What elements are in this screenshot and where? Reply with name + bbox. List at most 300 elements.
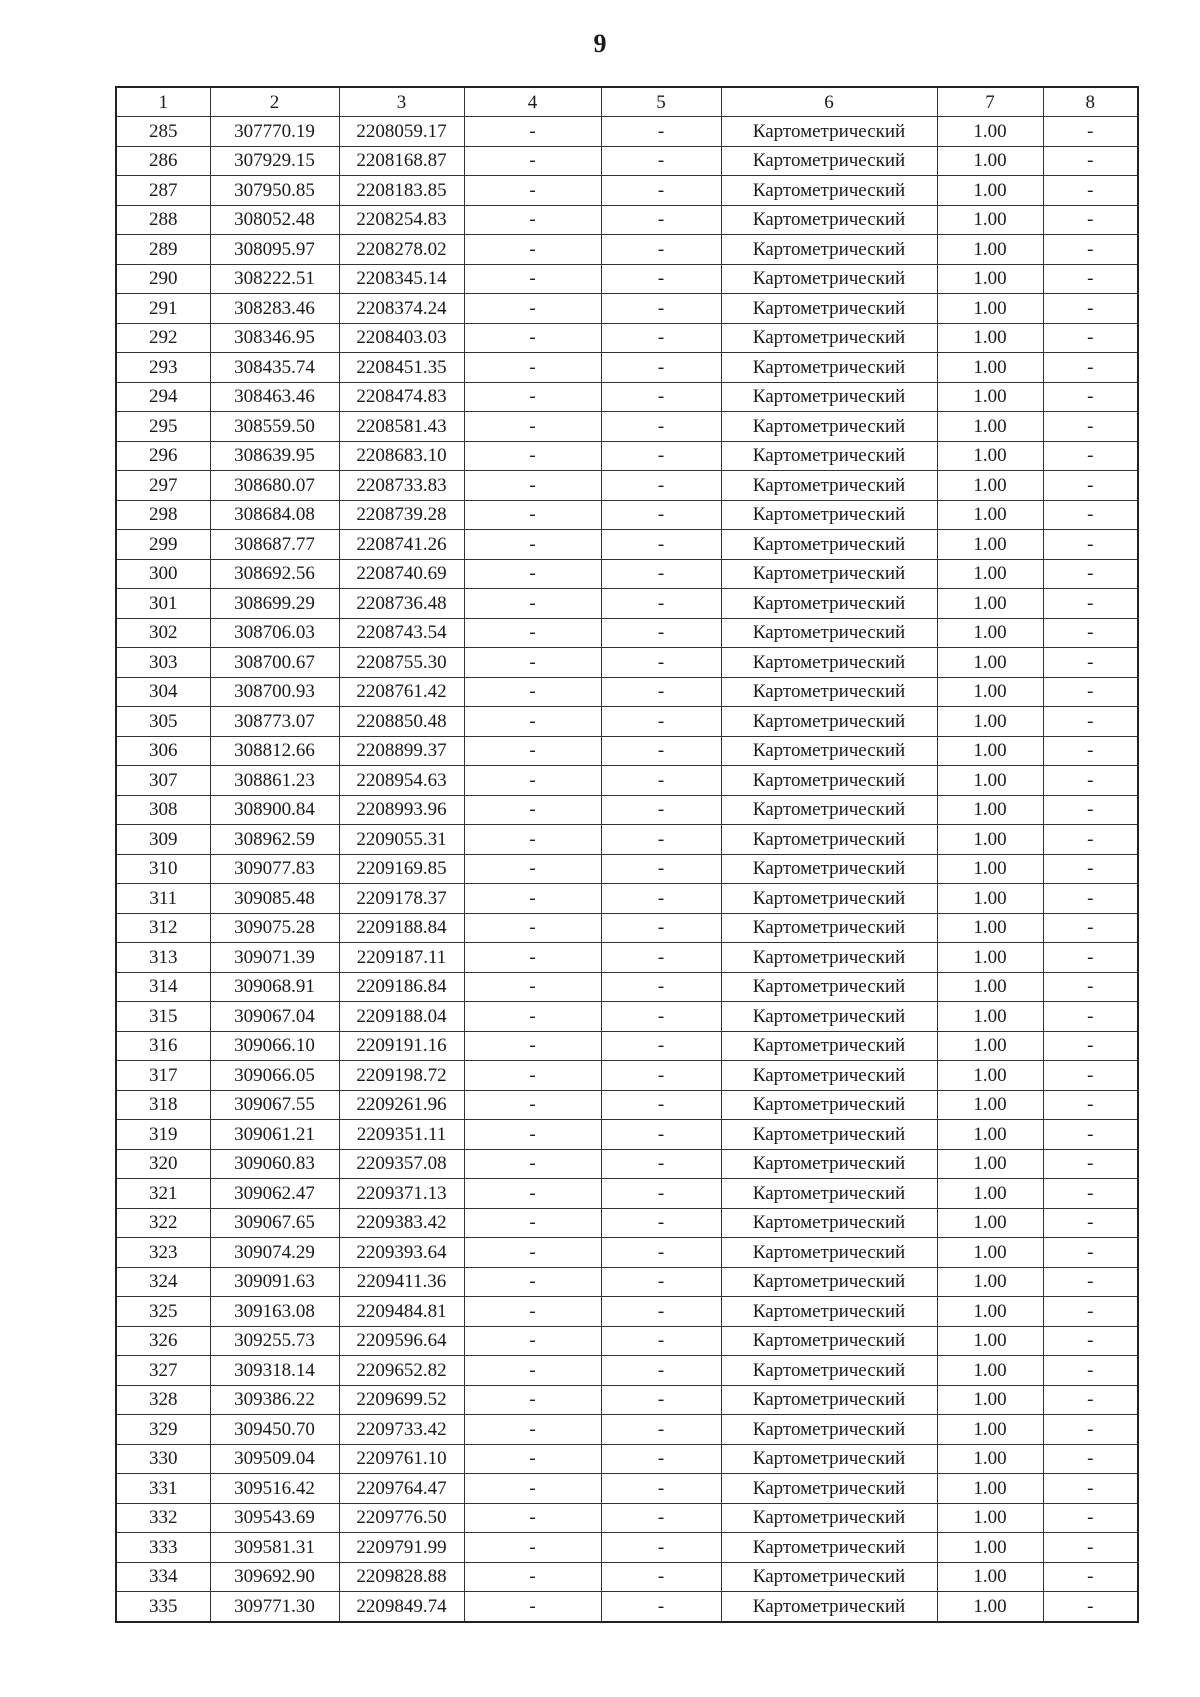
col-8-value-cell: -: [1043, 1031, 1138, 1061]
col-5-value-cell: -: [601, 1592, 721, 1622]
accuracy-cell: 1.00: [937, 854, 1043, 884]
column-header-1: 1: [116, 87, 210, 117]
col-4-value-cell: -: [464, 176, 601, 206]
col-5-value-cell: -: [601, 500, 721, 530]
x-coordinate-cell: 309543.69: [210, 1503, 339, 1533]
point-number-cell: 302: [116, 618, 210, 648]
y-coordinate-cell: 2208755.30: [339, 648, 464, 678]
x-coordinate-cell: 308706.03: [210, 618, 339, 648]
method-cell: Картометрический: [721, 205, 937, 235]
col-5-value-cell: -: [601, 1090, 721, 1120]
col-8-value-cell: -: [1043, 1385, 1138, 1415]
x-coordinate-cell: 308812.66: [210, 736, 339, 766]
col-8-value-cell: -: [1043, 1120, 1138, 1150]
method-cell: Картометрический: [721, 441, 937, 471]
point-number-cell: 321: [116, 1179, 210, 1209]
x-coordinate-cell: 309085.48: [210, 884, 339, 914]
x-coordinate-cell: 309386.22: [210, 1385, 339, 1415]
y-coordinate-cell: 2208993.96: [339, 795, 464, 825]
accuracy-cell: 1.00: [937, 884, 1043, 914]
col-5-value-cell: -: [601, 441, 721, 471]
col-8-value-cell: -: [1043, 412, 1138, 442]
col-5-value-cell: -: [601, 913, 721, 943]
col-8-value-cell: -: [1043, 707, 1138, 737]
accuracy-cell: 1.00: [937, 1120, 1043, 1150]
method-cell: Картометрический: [721, 264, 937, 294]
table-row: [116, 736, 1138, 766]
col-5-value-cell: -: [601, 1002, 721, 1032]
y-coordinate-cell: 2208254.83: [339, 205, 464, 235]
col-4-value-cell: -: [464, 1090, 601, 1120]
col-5-value-cell: -: [601, 766, 721, 796]
col-8-value-cell: -: [1043, 323, 1138, 353]
y-coordinate-cell: 2209188.04: [339, 1002, 464, 1032]
accuracy-cell: 1.00: [937, 618, 1043, 648]
point-number-cell: 327: [116, 1356, 210, 1386]
table-row: [116, 677, 1138, 707]
col-5-value-cell: -: [601, 1297, 721, 1327]
col-8-value-cell: -: [1043, 854, 1138, 884]
y-coordinate-cell: 2208741.26: [339, 530, 464, 560]
table-row: [116, 618, 1138, 648]
accuracy-cell: 1.00: [937, 1031, 1043, 1061]
method-cell: Картометрический: [721, 736, 937, 766]
method-cell: Картометрический: [721, 766, 937, 796]
col-4-value-cell: -: [464, 323, 601, 353]
accuracy-cell: 1.00: [937, 146, 1043, 176]
col-5-value-cell: -: [601, 1474, 721, 1504]
method-cell: Картометрический: [721, 353, 937, 383]
col-5-value-cell: -: [601, 176, 721, 206]
point-number-cell: 332: [116, 1503, 210, 1533]
x-coordinate-cell: 309067.55: [210, 1090, 339, 1120]
col-5-value-cell: -: [601, 707, 721, 737]
col-8-value-cell: -: [1043, 353, 1138, 383]
accuracy-cell: 1.00: [937, 1208, 1043, 1238]
table-row: [116, 1238, 1138, 1268]
table-row: [116, 1120, 1138, 1150]
col-8-value-cell: -: [1043, 766, 1138, 796]
col-5-value-cell: -: [601, 1533, 721, 1563]
col-4-value-cell: -: [464, 1474, 601, 1504]
method-cell: Картометрический: [721, 382, 937, 412]
point-number-cell: 318: [116, 1090, 210, 1120]
accuracy-cell: 1.00: [937, 913, 1043, 943]
table-header: [116, 87, 1138, 117]
table-row: [116, 294, 1138, 324]
method-cell: Картометрический: [721, 1238, 937, 1268]
accuracy-cell: 1.00: [937, 766, 1043, 796]
table-row: [116, 795, 1138, 825]
accuracy-cell: 1.00: [937, 1149, 1043, 1179]
y-coordinate-cell: 2209186.84: [339, 972, 464, 1002]
column-header-5: 5: [601, 87, 721, 117]
col-4-value-cell: -: [464, 1179, 601, 1209]
accuracy-cell: 1.00: [937, 176, 1043, 206]
x-coordinate-cell: 309060.83: [210, 1149, 339, 1179]
col-8-value-cell: -: [1043, 264, 1138, 294]
x-coordinate-cell: 308861.23: [210, 766, 339, 796]
col-4-value-cell: -: [464, 589, 601, 619]
col-4-value-cell: -: [464, 1149, 601, 1179]
col-5-value-cell: -: [601, 1503, 721, 1533]
col-5-value-cell: -: [601, 117, 721, 147]
y-coordinate-cell: 2208736.48: [339, 589, 464, 619]
col-8-value-cell: -: [1043, 1149, 1138, 1179]
col-8-value-cell: -: [1043, 1415, 1138, 1445]
col-8-value-cell: -: [1043, 1208, 1138, 1238]
method-cell: Картометрический: [721, 1002, 937, 1032]
method-cell: Картометрический: [721, 1444, 937, 1474]
method-cell: Картометрический: [721, 589, 937, 619]
y-coordinate-cell: 2209828.88: [339, 1562, 464, 1592]
accuracy-cell: 1.00: [937, 235, 1043, 265]
accuracy-cell: 1.00: [937, 205, 1043, 235]
col-5-value-cell: -: [601, 943, 721, 973]
col-4-value-cell: -: [464, 1356, 601, 1386]
col-4-value-cell: -: [464, 736, 601, 766]
accuracy-cell: 1.00: [937, 972, 1043, 1002]
point-number-cell: 331: [116, 1474, 210, 1504]
table-row: [116, 1444, 1138, 1474]
col-8-value-cell: -: [1043, 176, 1138, 206]
col-4-value-cell: -: [464, 618, 601, 648]
table-row: [116, 1002, 1138, 1032]
accuracy-cell: 1.00: [937, 1533, 1043, 1563]
accuracy-cell: 1.00: [937, 530, 1043, 560]
accuracy-cell: 1.00: [937, 294, 1043, 324]
col-8-value-cell: -: [1043, 1267, 1138, 1297]
x-coordinate-cell: 308346.95: [210, 323, 339, 353]
table-row: [116, 854, 1138, 884]
x-coordinate-cell: 308699.29: [210, 589, 339, 619]
table-row: [116, 500, 1138, 530]
x-coordinate-cell: 309066.05: [210, 1061, 339, 1091]
table-row: [116, 382, 1138, 412]
col-4-value-cell: -: [464, 382, 601, 412]
point-number-cell: 308: [116, 795, 210, 825]
x-coordinate-cell: 308692.56: [210, 559, 339, 589]
col-4-value-cell: -: [464, 854, 601, 884]
col-8-value-cell: -: [1043, 825, 1138, 855]
method-cell: Картометрический: [721, 1533, 937, 1563]
y-coordinate-cell: 2209169.85: [339, 854, 464, 884]
method-cell: Картометрический: [721, 176, 937, 206]
x-coordinate-cell: 308639.95: [210, 441, 339, 471]
method-cell: Картометрический: [721, 854, 937, 884]
table-row: [116, 530, 1138, 560]
col-4-value-cell: -: [464, 972, 601, 1002]
point-number-cell: 326: [116, 1326, 210, 1356]
accuracy-cell: 1.00: [937, 677, 1043, 707]
method-cell: Картометрический: [721, 1326, 937, 1356]
col-4-value-cell: -: [464, 117, 601, 147]
y-coordinate-cell: 2208740.69: [339, 559, 464, 589]
col-4-value-cell: -: [464, 559, 601, 589]
method-cell: Картометрический: [721, 1474, 937, 1504]
y-coordinate-cell: 2209383.42: [339, 1208, 464, 1238]
col-8-value-cell: -: [1043, 500, 1138, 530]
x-coordinate-cell: 308962.59: [210, 825, 339, 855]
method-cell: Картометрический: [721, 1267, 937, 1297]
method-cell: Картометрический: [721, 1503, 937, 1533]
table-row: [116, 471, 1138, 501]
x-coordinate-cell: 309062.47: [210, 1179, 339, 1209]
col-4-value-cell: -: [464, 471, 601, 501]
col-8-value-cell: -: [1043, 589, 1138, 619]
col-8-value-cell: -: [1043, 1238, 1138, 1268]
col-4-value-cell: -: [464, 795, 601, 825]
column-header-6: 6: [721, 87, 937, 117]
y-coordinate-cell: 2208581.43: [339, 412, 464, 442]
x-coordinate-cell: 309061.21: [210, 1120, 339, 1150]
column-header-4: 4: [464, 87, 601, 117]
accuracy-cell: 1.00: [937, 353, 1043, 383]
y-coordinate-cell: 2209776.50: [339, 1503, 464, 1533]
x-coordinate-cell: 308463.46: [210, 382, 339, 412]
table-row: [116, 1179, 1138, 1209]
x-coordinate-cell: 308559.50: [210, 412, 339, 442]
col-8-value-cell: -: [1043, 235, 1138, 265]
point-number-cell: 319: [116, 1120, 210, 1150]
col-5-value-cell: -: [601, 1238, 721, 1268]
point-number-cell: 288: [116, 205, 210, 235]
method-cell: Картометрический: [721, 618, 937, 648]
col-8-value-cell: -: [1043, 117, 1138, 147]
point-number-cell: 295: [116, 412, 210, 442]
accuracy-cell: 1.00: [937, 1179, 1043, 1209]
x-coordinate-cell: 309450.70: [210, 1415, 339, 1445]
col-4-value-cell: -: [464, 707, 601, 737]
y-coordinate-cell: 2208345.14: [339, 264, 464, 294]
col-4-value-cell: -: [464, 353, 601, 383]
y-coordinate-cell: 2208168.87: [339, 146, 464, 176]
accuracy-cell: 1.00: [937, 707, 1043, 737]
col-4-value-cell: -: [464, 530, 601, 560]
table-row: [116, 353, 1138, 383]
col-4-value-cell: -: [464, 1326, 601, 1356]
col-4-value-cell: -: [464, 294, 601, 324]
col-4-value-cell: -: [464, 1415, 601, 1445]
col-8-value-cell: -: [1043, 972, 1138, 1002]
y-coordinate-cell: 2209187.11: [339, 943, 464, 973]
y-coordinate-cell: 2208739.28: [339, 500, 464, 530]
accuracy-cell: 1.00: [937, 264, 1043, 294]
table-row: [116, 441, 1138, 471]
x-coordinate-cell: 309163.08: [210, 1297, 339, 1327]
point-number-cell: 293: [116, 353, 210, 383]
method-cell: Картометрический: [721, 294, 937, 324]
y-coordinate-cell: 2209761.10: [339, 1444, 464, 1474]
accuracy-cell: 1.00: [937, 1238, 1043, 1268]
col-8-value-cell: -: [1043, 1002, 1138, 1032]
point-number-cell: 320: [116, 1149, 210, 1179]
method-cell: Картометрический: [721, 943, 937, 973]
table-row: [116, 1503, 1138, 1533]
method-cell: Картометрический: [721, 471, 937, 501]
col-8-value-cell: -: [1043, 913, 1138, 943]
x-coordinate-cell: 309077.83: [210, 854, 339, 884]
point-number-cell: 294: [116, 382, 210, 412]
column-header-3: 3: [339, 87, 464, 117]
x-coordinate-cell: 308222.51: [210, 264, 339, 294]
col-5-value-cell: -: [601, 1267, 721, 1297]
col-4-value-cell: -: [464, 205, 601, 235]
accuracy-cell: 1.00: [937, 1002, 1043, 1032]
table-row: [116, 1149, 1138, 1179]
col-5-value-cell: -: [601, 353, 721, 383]
method-cell: Картометрический: [721, 1385, 937, 1415]
y-coordinate-cell: 2208278.02: [339, 235, 464, 265]
accuracy-cell: 1.00: [937, 441, 1043, 471]
accuracy-cell: 1.00: [937, 1297, 1043, 1327]
method-cell: Картометрический: [721, 559, 937, 589]
table-row: [116, 1267, 1138, 1297]
method-cell: Картометрический: [721, 1031, 937, 1061]
accuracy-cell: 1.00: [937, 471, 1043, 501]
col-5-value-cell: -: [601, 1415, 721, 1445]
col-5-value-cell: -: [601, 146, 721, 176]
point-number-cell: 285: [116, 117, 210, 147]
col-5-value-cell: -: [601, 854, 721, 884]
col-4-value-cell: -: [464, 235, 601, 265]
table-row: [116, 146, 1138, 176]
point-number-cell: 316: [116, 1031, 210, 1061]
table-row: [116, 559, 1138, 589]
x-coordinate-cell: 309509.04: [210, 1444, 339, 1474]
col-5-value-cell: -: [601, 412, 721, 442]
table-row: [116, 1533, 1138, 1563]
method-cell: Картометрический: [721, 1562, 937, 1592]
col-5-value-cell: -: [601, 235, 721, 265]
col-5-value-cell: -: [601, 1326, 721, 1356]
col-5-value-cell: -: [601, 1444, 721, 1474]
y-coordinate-cell: 2208183.85: [339, 176, 464, 206]
accuracy-cell: 1.00: [937, 736, 1043, 766]
x-coordinate-cell: 309074.29: [210, 1238, 339, 1268]
point-number-cell: 315: [116, 1002, 210, 1032]
y-coordinate-cell: 2209357.08: [339, 1149, 464, 1179]
y-coordinate-cell: 2208474.83: [339, 382, 464, 412]
table-row: [116, 1208, 1138, 1238]
point-number-cell: 314: [116, 972, 210, 1002]
method-cell: Картометрический: [721, 323, 937, 353]
col-5-value-cell: -: [601, 471, 721, 501]
x-coordinate-cell: 309692.90: [210, 1562, 339, 1592]
x-coordinate-cell: 309068.91: [210, 972, 339, 1002]
method-cell: Картометрический: [721, 530, 937, 560]
col-4-value-cell: -: [464, 1444, 601, 1474]
x-coordinate-cell: 309255.73: [210, 1326, 339, 1356]
method-cell: Картометрический: [721, 412, 937, 442]
y-coordinate-cell: 2209764.47: [339, 1474, 464, 1504]
table-row: [116, 1061, 1138, 1091]
table-row: [116, 412, 1138, 442]
point-number-cell: 290: [116, 264, 210, 294]
method-cell: Картометрический: [721, 825, 937, 855]
col-8-value-cell: -: [1043, 382, 1138, 412]
method-cell: Картометрический: [721, 1592, 937, 1622]
col-8-value-cell: -: [1043, 1297, 1138, 1327]
column-header-2: 2: [210, 87, 339, 117]
method-cell: Картометрический: [721, 913, 937, 943]
table-row: [116, 1562, 1138, 1592]
table-row: [116, 707, 1138, 737]
table-row: [116, 648, 1138, 678]
method-cell: Картометрический: [721, 235, 937, 265]
col-5-value-cell: -: [601, 972, 721, 1002]
table-row: [116, 235, 1138, 265]
y-coordinate-cell: 2208733.83: [339, 471, 464, 501]
y-coordinate-cell: 2208403.03: [339, 323, 464, 353]
col-8-value-cell: -: [1043, 471, 1138, 501]
y-coordinate-cell: 2208059.17: [339, 117, 464, 147]
point-number-cell: 298: [116, 500, 210, 530]
col-8-value-cell: -: [1043, 559, 1138, 589]
x-coordinate-cell: 308684.08: [210, 500, 339, 530]
accuracy-cell: 1.00: [937, 500, 1043, 530]
col-4-value-cell: -: [464, 412, 601, 442]
point-number-cell: 299: [116, 530, 210, 560]
col-5-value-cell: -: [601, 1356, 721, 1386]
y-coordinate-cell: 2209188.84: [339, 913, 464, 943]
method-cell: Картометрический: [721, 146, 937, 176]
col-5-value-cell: -: [601, 589, 721, 619]
table-row: [116, 1090, 1138, 1120]
method-cell: Картометрический: [721, 677, 937, 707]
col-5-value-cell: -: [601, 205, 721, 235]
col-4-value-cell: -: [464, 500, 601, 530]
method-cell: Картометрический: [721, 1120, 937, 1150]
point-number-cell: 334: [116, 1562, 210, 1592]
col-8-value-cell: -: [1043, 1474, 1138, 1504]
y-coordinate-cell: 2209411.36: [339, 1267, 464, 1297]
accuracy-cell: 1.00: [937, 117, 1043, 147]
point-number-cell: 329: [116, 1415, 210, 1445]
point-number-cell: 292: [116, 323, 210, 353]
method-cell: Картометрический: [721, 1297, 937, 1327]
table-row: [116, 1592, 1138, 1622]
method-cell: Картометрический: [721, 1356, 937, 1386]
x-coordinate-cell: 308687.77: [210, 530, 339, 560]
y-coordinate-cell: 2209371.13: [339, 1179, 464, 1209]
accuracy-cell: 1.00: [937, 1444, 1043, 1474]
col-8-value-cell: -: [1043, 294, 1138, 324]
col-4-value-cell: -: [464, 1267, 601, 1297]
point-number-cell: 301: [116, 589, 210, 619]
x-coordinate-cell: 309771.30: [210, 1592, 339, 1622]
x-coordinate-cell: 308095.97: [210, 235, 339, 265]
col-4-value-cell: -: [464, 913, 601, 943]
col-5-value-cell: -: [601, 1061, 721, 1091]
accuracy-cell: 1.00: [937, 1415, 1043, 1445]
col-8-value-cell: -: [1043, 1444, 1138, 1474]
page-number: 9: [593, 29, 607, 58]
col-5-value-cell: -: [601, 884, 721, 914]
method-cell: Картометрический: [721, 707, 937, 737]
accuracy-cell: 1.00: [937, 825, 1043, 855]
method-cell: Картометрический: [721, 1090, 937, 1120]
method-cell: Картометрический: [721, 884, 937, 914]
col-4-value-cell: -: [464, 1503, 601, 1533]
col-4-value-cell: -: [464, 1533, 601, 1563]
col-5-value-cell: -: [601, 264, 721, 294]
y-coordinate-cell: 2209484.81: [339, 1297, 464, 1327]
x-coordinate-cell: 309091.63: [210, 1267, 339, 1297]
point-number-cell: 297: [116, 471, 210, 501]
accuracy-cell: 1.00: [937, 559, 1043, 589]
y-coordinate-cell: 2209699.52: [339, 1385, 464, 1415]
